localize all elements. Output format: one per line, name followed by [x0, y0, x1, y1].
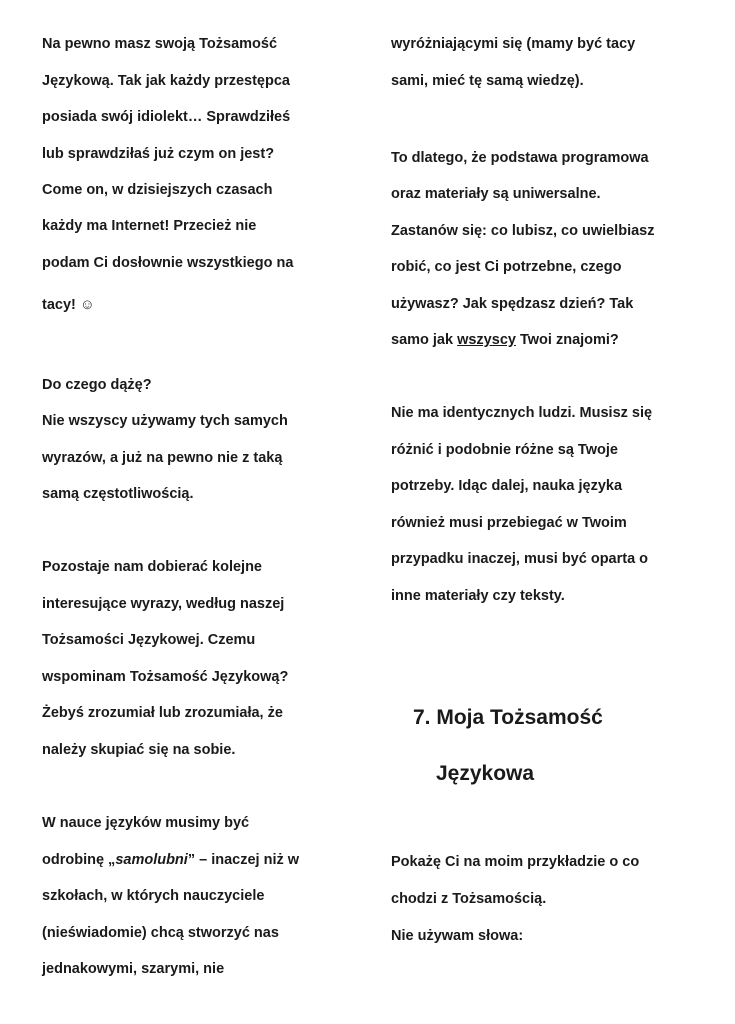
text-segment: odrobinę „ — [42, 852, 116, 868]
paragraph-line — [42, 850, 299, 870]
paragraph-line: To dlatego, że podstawa programowa — [391, 150, 649, 166]
paragraph-line: sami, mieć tę samą wiedzę). — [391, 73, 584, 89]
paragraph-line: Nie ma identycznych ludzi. Musisz się — [391, 405, 653, 421]
paragraph-line: samą częstotliwością. — [42, 486, 194, 502]
paragraph-line: Do czego dążę? — [42, 377, 152, 393]
paragraph-line — [391, 330, 619, 350]
paragraph-line: potrzeby. Idąc dalej, nauka języka — [391, 478, 623, 494]
paragraph-line: wspominam Tożsamość Językową? — [42, 669, 289, 685]
paragraph-line: Zastanów się: co lubisz, co uwielbiasz — [391, 223, 655, 239]
paragraph-line: Pokażę Ci na moim przykładzie o co — [391, 854, 640, 870]
paragraph-line: lub sprawdziłaś już czym on jest? — [42, 146, 275, 162]
section-heading-continued: Językowa — [436, 762, 535, 785]
paragraph-line: Na pewno masz swoją Tożsamość — [42, 36, 278, 52]
heading-title: Moja Tożsamość — [436, 706, 603, 729]
paragraph-line: robić, co jest Ci potrzebne, czego — [391, 259, 622, 275]
paragraph-line: interesujące wyrazy, według naszej — [42, 596, 285, 612]
paragraph-line: oraz materiały są uniwersalne. — [391, 186, 601, 202]
section-heading — [413, 704, 603, 732]
italic-word: samolubni — [115, 852, 188, 868]
paragraph-line: inne materiały czy teksty. — [391, 588, 565, 604]
paragraph-line: każdy ma Internet! Przecież nie — [42, 218, 257, 234]
paragraph-line: również musi przebiegać w Twoim — [391, 515, 627, 531]
paragraph-line: Come on, w dzisiejszych czasach — [42, 182, 273, 198]
paragraph-line: należy skupiać się na sobie. — [42, 742, 236, 758]
paragraph-line: Tożsamości Językowej. Czemu — [42, 632, 256, 648]
paragraph-line: Żebyś zrozumiał lub zrozumiała, że — [42, 705, 283, 721]
paragraph-line: jednakowymi, szarymi, nie — [42, 961, 225, 977]
paragraph-line: wyrazów, a już na pewno nie z taką — [42, 450, 283, 466]
paragraph-line: Nie używam słowa: — [391, 928, 524, 944]
paragraph-line: szkołach, w których nauczyciele — [42, 888, 265, 904]
paragraph-line: chodzi z Tożsamością. — [391, 891, 547, 907]
text-segment: samo jak — [391, 332, 458, 348]
heading-number: 7. — [413, 706, 431, 729]
paragraph-line: Pozostaje nam dobierać kolejne — [42, 559, 262, 575]
paragraph-line: przypadku inaczej, musi być oparta o — [391, 551, 649, 567]
paragraph-line: (nieświadomie) chcą stworzyć nas — [42, 925, 279, 941]
paragraph-line: wyróżniającymi się (mamy być tacy — [391, 36, 636, 52]
paragraph-line: używasz? Jak spędzasz dzień? Tak — [391, 296, 634, 312]
paragraph-line: Nie wszyscy używamy tych samych — [42, 413, 288, 429]
paragraph-line: różnić i podobnie różne są Twoje — [391, 442, 618, 458]
text-segment: ” – inaczej niż w — [187, 852, 300, 868]
paragraph-line: posiada swój idiolekt… Sprawdziłeś — [42, 109, 291, 125]
paragraph-line: W nauce języków musimy być — [42, 815, 250, 831]
paragraph-line: tacy! ☺ — [42, 297, 95, 313]
paragraph-line: podam Ci dosłownie wszystkiego na — [42, 255, 294, 271]
underlined-word: wszyscy — [457, 332, 516, 348]
paragraph-line: Językową. Tak jak każdy przestępca — [42, 73, 290, 89]
text-segment: Twoi znajomi? — [515, 332, 619, 348]
